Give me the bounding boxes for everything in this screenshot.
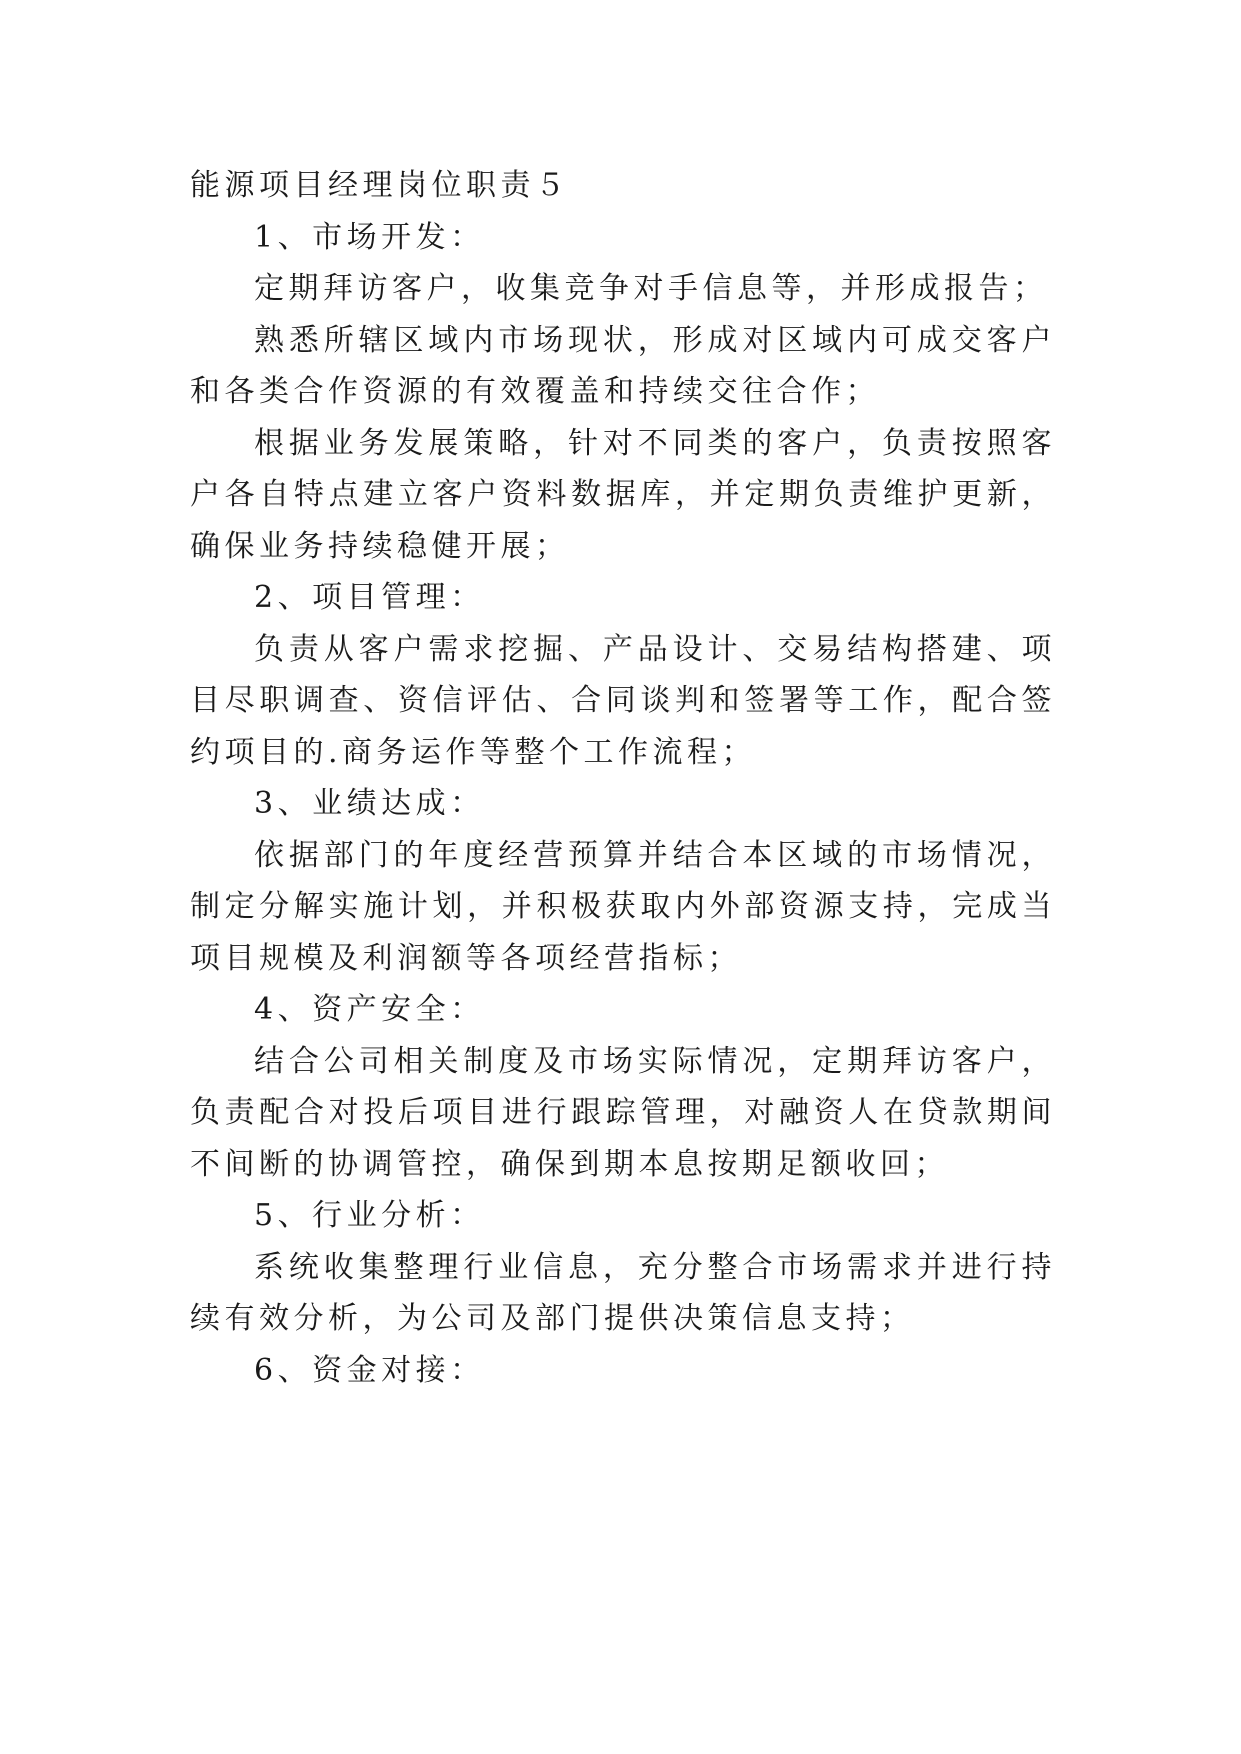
document-title: 能源项目经理岗位职责５ (190, 168, 570, 203)
paragraph: 熟悉所辖区域内市场现状，形成对区域内可成交客户和各类合作资源的有效覆盖和持续交往合作； (190, 322, 1056, 409)
paragraph: 系统收集整理行业信息，充分整合市场需求并进行持续有效分析，为公司及部门提供决策信息支持； (190, 1249, 1056, 1336)
section-heading-market-development: 1、市场开发： (254, 219, 485, 255)
document-body (190, 160, 1056, 1396)
paragraph: 定期拜访客户，收集竞争对手信息等，并形成报告； (254, 271, 1048, 306)
section-heading-performance: 3、业绩达成： (254, 786, 485, 821)
paragraph: 负责从客户需求挖掘、产品设计、交易结构搭建、项目尽职调查、资信评估、合同谈判和签署等工作，配合签约项目的.商务运作等整个工作流程； (190, 631, 1056, 770)
paragraph: 结合公司相关制度及市场实际情况，定期拜访客户，负责配合对投后项目进行跟踪管理，对融资人在贷款期间不间断的协调管控，确保到期本息按期足额收回； (190, 1043, 1056, 1182)
paragraph: 根据业务发展策略，针对不同类的客户，负责按照客户各自特点建立客户资料数据库，并定期负责维护更新，确保业务持续稳健开展； (190, 425, 1056, 564)
section-heading-project-management: 2、项目管理： (254, 580, 485, 615)
section-heading-funding: 6、资金对接： (254, 1352, 485, 1388)
paragraph: 依据部门的年度经营预算并结合本区域的市场情况，制定分解实施计划，并积极获取内外部资源支持，完成当项目规模及利润额等各项经营指标； (190, 837, 1056, 976)
section-heading-industry-analysis: 5、行业分析： (254, 1198, 485, 1233)
section-heading-asset-security: 4、资产安全： (254, 992, 485, 1027)
